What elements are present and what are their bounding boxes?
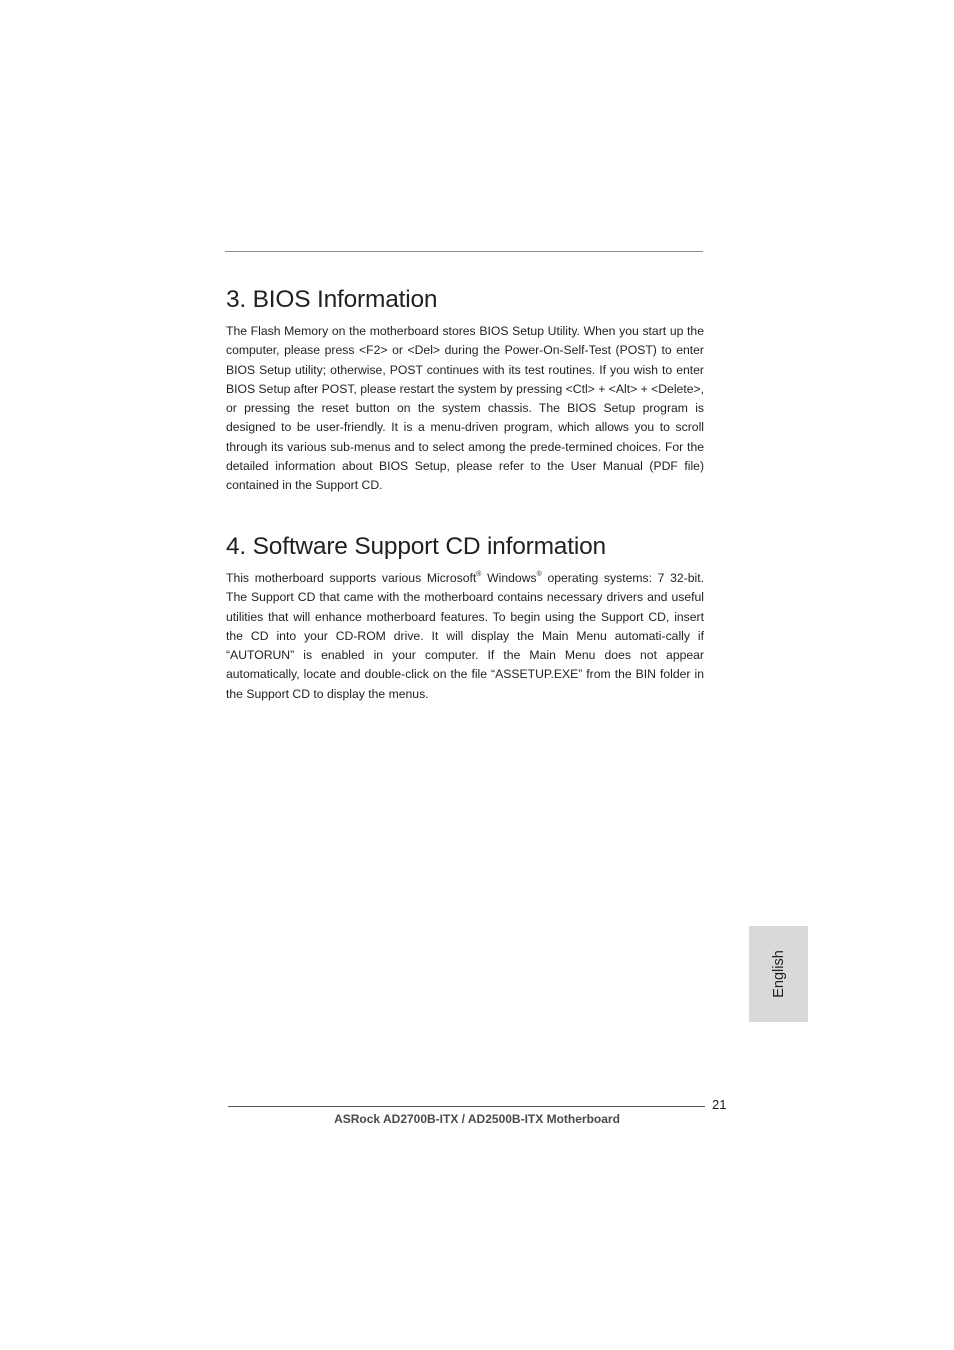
language-tab-label: English — [770, 950, 787, 998]
header-divider — [225, 251, 703, 252]
bios-information-section — [226, 285, 704, 496]
registered-mark: ® — [536, 571, 542, 578]
language-side-tab — [749, 926, 808, 1022]
software-support-cd-paragraph — [226, 569, 704, 704]
software-support-cd-section — [226, 532, 704, 704]
footer-divider — [228, 1106, 705, 1107]
bios-information-paragraph: The Flash Memory on the motherboard stores BIOS Setup Utility. When you start up the computer, please press <F2> or <Del> during the Power-On-Self-Test (POST) to enter BIOS Setup utility; otherwise, POST continues with its test routines. If you wish to enter BIOS Setup after POST, please restart the system by pressing <Ctl> + <Alt> + <Delete>, or pressing the reset button on the system chassis. The BIOS Setup program is designed to be user-friendly. It is a menu-driven program, which allows you to scroll through its various sub-menus and to select among the prede-termined choices. For the detailed information about BIOS Setup, please refer to the User Manual (PDF file) contained in the Support CD. — [226, 324, 704, 493]
page-number: 21 — [712, 1097, 727, 1112]
software-support-cd-heading: 4. Software Support CD information — [226, 533, 606, 560]
bios-information-heading: 3. BIOS Information — [226, 286, 438, 313]
paragraph-text-part-1: This motherboard supports various Microsoft — [226, 571, 477, 585]
registered-mark: ® — [476, 571, 482, 578]
footer-product-title: ASRock AD2700B-ITX / AD2500B-ITX Motherboard — [334, 1112, 620, 1126]
paragraph-text-part-2: Windows — [481, 571, 537, 585]
paragraph-text-part-3: operating systems: 7 32-bit. The Support CD that came with the motherboard contains necessary drivers and useful utilities that will enhance motherboard features. To begin using the Support CD, insert the CD into your CD-ROM drive. It will display the Main Menu automati-cally if “AUTORUN” is enabled in your computer. If the Main Menu does not appear automatically, locate and double-click on the file “ASSETUP.EXE” from the BIN folder in the Support CD to display the menus. — [226, 571, 705, 701]
